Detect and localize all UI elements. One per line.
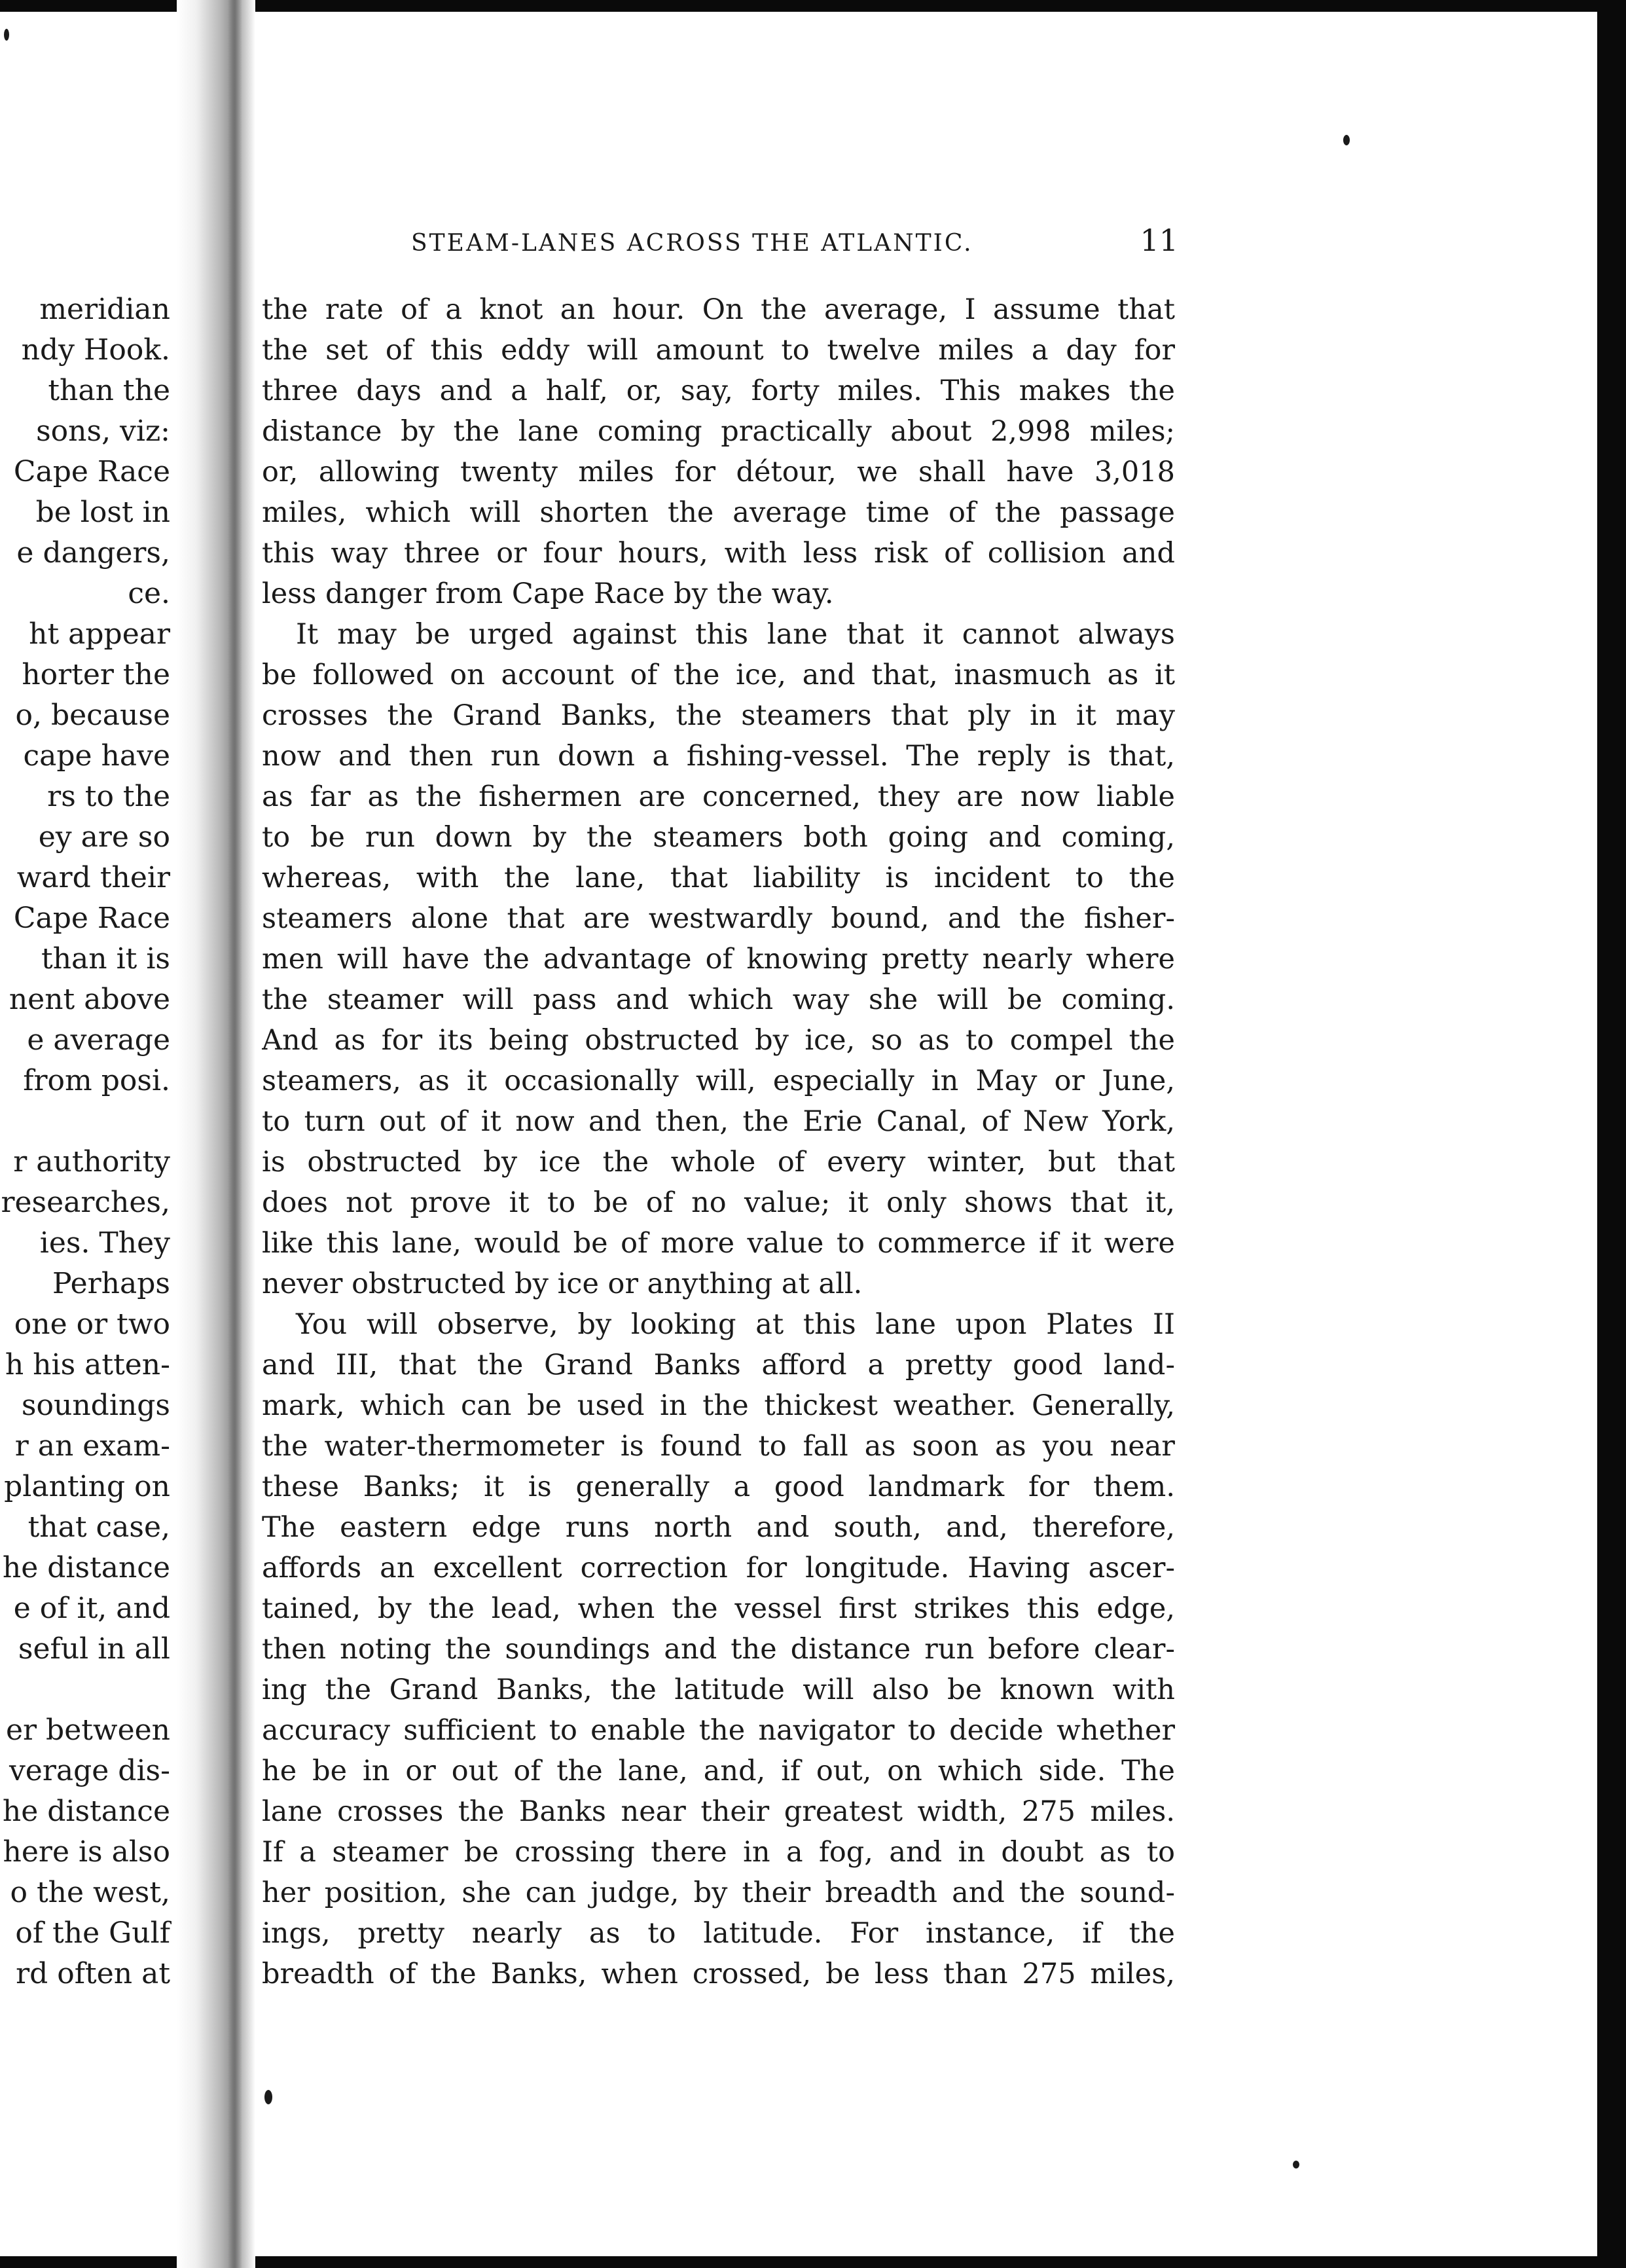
facing-page-line: cape have — [23, 739, 170, 773]
facing-page-line: he distance — [2, 1795, 170, 1828]
facing-page-line: that case, — [27, 1510, 170, 1544]
text-line: and III, that the Grand Banks afford a pretty good land- — [262, 1349, 1175, 1381]
facing-page-line: ward their — [16, 861, 170, 894]
text-line: these Banks; it is generally a good landmark for them. — [262, 1471, 1175, 1503]
text-line: crosses the Grand Banks, the steamers that ply in it may — [262, 699, 1175, 732]
paragraph-gap — [0, 1670, 172, 1710]
facing-page-line: ht appear — [29, 617, 170, 651]
text-line: whereas, with the lane, that liability is incident to the — [262, 862, 1175, 894]
text-line: to be run down by the steamers both going and coming, — [262, 821, 1175, 854]
text-line: distance by the lane coming practically about 2,998 miles; — [262, 415, 1175, 448]
text-line: less danger from Cape Race by the way. — [262, 577, 834, 610]
facing-page-line: e dangers, — [16, 536, 170, 570]
facing-page-line: Perhaps — [52, 1267, 170, 1300]
paragraph-gap — [0, 1101, 172, 1142]
paragraph — [262, 1304, 1175, 1994]
text-line: And as for its being obstructed by ice, so as to compel the — [262, 1024, 1175, 1057]
facing-page-line: ey are so — [38, 820, 170, 854]
text-line: the water-thermometer is found to fall as soon as you near — [262, 1430, 1175, 1463]
facing-page-line: from posi. — [23, 1064, 170, 1097]
text-line: mark, which can be used in the thickest weather. Generally, — [262, 1389, 1175, 1422]
facing-page-line: than it is — [41, 942, 170, 976]
facing-page-line: h his atten- — [5, 1348, 170, 1381]
facing-page-line: researches, — [1, 1186, 170, 1219]
text-line: or, allowing twenty miles for détour, we shall have 3,018 — [262, 456, 1175, 488]
scan-border-right — [1597, 0, 1626, 2268]
text-line: tained, by the lead, when the vessel first strikes this edge, — [262, 1592, 1175, 1625]
text-line: now and then run down a fishing-vessel. The reply is that, — [262, 740, 1175, 773]
text-line: like this lane, would be of more value to commerce if it were — [262, 1227, 1175, 1260]
facing-page-line: nent above — [9, 983, 170, 1016]
facing-page-line: rd often at — [16, 1957, 170, 1990]
facing-page-line: one or two — [14, 1308, 170, 1341]
text-line: miles, which will shorten the average time of the passage — [262, 496, 1175, 529]
text-line: breadth of the Banks, when crossed, be less than 275 miles, — [262, 1958, 1175, 1990]
ink-speck — [1343, 135, 1350, 145]
facing-page-line: soundings — [21, 1389, 170, 1422]
book-gutter-fold — [228, 0, 242, 2268]
ink-speck — [1293, 2161, 1299, 2168]
text-line: steamers, as it occasionally will, especially in May or June, — [262, 1065, 1175, 1097]
facing-page-line: o the west, — [10, 1876, 170, 1909]
facing-page-line: here is also — [3, 1835, 170, 1869]
facing-page-line: o, because — [15, 699, 170, 732]
text-line: is obstructed by ice the whole of every winter, but that — [262, 1146, 1175, 1179]
facing-page-line: r authority — [13, 1145, 170, 1179]
text-line: accuracy sufficient to enable the navigator to decide whether — [262, 1714, 1175, 1747]
text-line: men will have the advantage of knowing pretty nearly where — [262, 943, 1175, 976]
facing-page-line: Cape Race — [13, 902, 170, 935]
facing-page-line: he distance — [2, 1551, 170, 1584]
page-number: 11 — [1140, 223, 1178, 258]
facing-page-line: r an exam- — [14, 1429, 170, 1463]
text-line: as far as the fishermen are concerned, they are now liable — [262, 780, 1175, 813]
text-line: never obstructed by ice or anything at all. — [262, 1268, 863, 1300]
facing-page-line: than the — [48, 374, 170, 407]
book-gutter-shadow — [177, 0, 255, 2268]
text-line: ing the Grand Banks, the latitude will also be known with — [262, 1674, 1175, 1706]
text-line: the rate of a knot an hour. On the average, I assume that — [262, 293, 1175, 326]
facing-page-line: ce. — [128, 577, 170, 610]
text-line: her position, she can judge, by their breadth and the sound- — [262, 1876, 1175, 1909]
ink-speck — [264, 2090, 272, 2104]
facing-page-line: meridian — [39, 293, 170, 326]
text-line: then noting the soundings and the distance run before clear- — [262, 1633, 1175, 1666]
paragraph — [262, 289, 1175, 614]
facing-page-line: be lost in — [35, 496, 170, 529]
text-line: If a steamer be crossing there in a fog, and in doubt as to — [262, 1836, 1175, 1869]
facing-page-line: ndy Hook. — [21, 333, 170, 367]
text-line: this way three or four hours, with less risk of collision and — [262, 537, 1175, 570]
facing-page-line: er between — [5, 1713, 170, 1747]
text-line: affords an excellent correction for longitude. Having ascer- — [262, 1552, 1175, 1584]
running-title: STEAM-LANES ACROSS THE ATLANTIC. — [411, 230, 973, 257]
text-line: he be in or out of the lane, and, if out, on which side. The — [262, 1755, 1175, 1787]
text-line: three days and a half, or, say, forty miles. This makes the — [262, 375, 1175, 407]
text-line: You will observe, by looking at this lane upon Plates II — [296, 1308, 1175, 1341]
facing-page-line: planting on — [4, 1470, 170, 1503]
text-line: The eastern edge runs north and south, and, therefore, — [262, 1511, 1175, 1544]
body-text — [262, 289, 1175, 1994]
text-line: It may be urged against this lane that it cannot always — [296, 618, 1175, 651]
facing-page-fragment — [0, 289, 172, 2057]
paragraph — [262, 614, 1175, 1304]
facing-page-line: e of it, and — [13, 1592, 170, 1625]
facing-page-line: of the Gulf — [15, 1916, 170, 1950]
ink-speck — [4, 29, 9, 41]
facing-page-line: rs to the — [47, 780, 170, 813]
text-line: lane crosses the Banks near their greatest width, 275 miles. — [262, 1795, 1175, 1828]
facing-page-line: Cape Race — [13, 455, 170, 488]
facing-page-line: sons, viz: — [36, 414, 170, 448]
text-line: ings, pretty nearly as to latitude. For instance, if the — [262, 1917, 1175, 1950]
text-line: the steamer will pass and which way she will be coming. — [262, 983, 1175, 1016]
text-line: to turn out of it now and then, the Erie Canal, of New York, — [262, 1105, 1175, 1138]
facing-page-line: e average — [27, 1023, 170, 1057]
text-line: the set of this eddy will amount to twelve miles a day for — [262, 334, 1175, 367]
facing-page-line: ies. They — [39, 1226, 170, 1260]
text-line: be followed on account of the ice, and that, inasmuch as it — [262, 659, 1175, 691]
facing-page-line: seful in all — [18, 1632, 170, 1666]
facing-page-line: horter the — [22, 658, 170, 691]
facing-page-line: verage dis- — [9, 1754, 170, 1787]
text-line: steamers alone that are westwardly bound, and the fisher- — [262, 902, 1175, 935]
text-line: does not prove it to be of no value; it only shows that it, — [262, 1186, 1175, 1219]
